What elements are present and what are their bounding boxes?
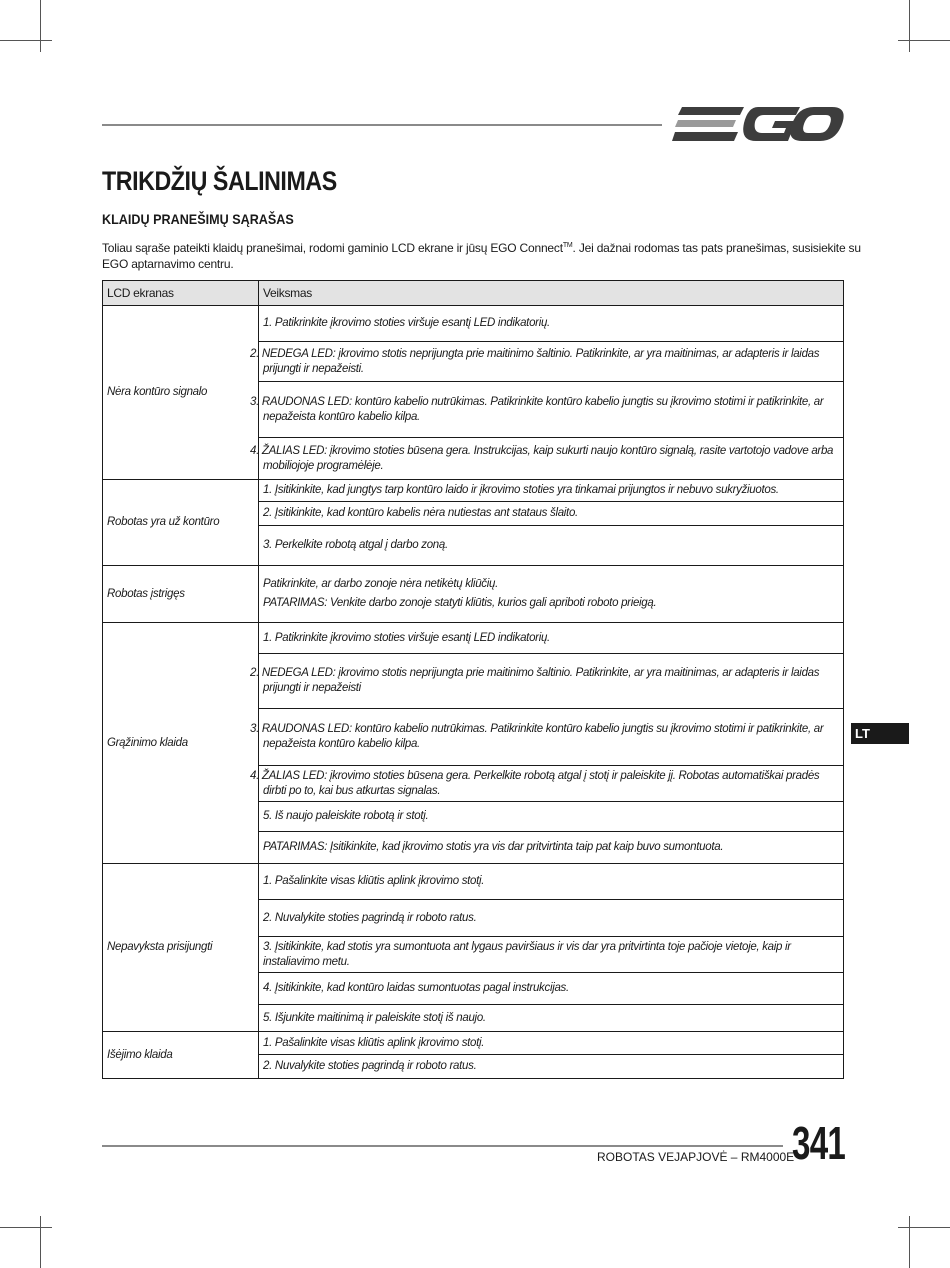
crop-mark [909, 0, 910, 52]
action-cell: 4. ŽALIAS LED: įkrovimo stoties būsena gera. Instrukcijas, kaip sukurti naujo kontūro signalą, rasite vartotojo vadove arba mobiliojoje programėlėje. [259, 438, 844, 480]
crop-mark [898, 1227, 950, 1228]
lcd-message-cell: Robotas įstrigęs [103, 566, 259, 623]
action-line: Patikrinkite, ar darbo zonoje nėra netikėtų kliūčių. [263, 578, 498, 590]
action-line: PATARIMAS: Venkite darbo zonoje statyti kliūtis, kurios gali apriboti roboto prieigą. [263, 597, 657, 609]
action-cell: 1. Pašalinkite visas kliūtis aplink įkrovimo stotį. [259, 1032, 844, 1055]
table-row [103, 566, 844, 623]
error-message-table [102, 280, 844, 1079]
action-cell: 4. Įsitikinkite, kad kontūro laidas sumontuotas pagal instrukcijas. [259, 973, 844, 1005]
crop-mark [40, 1216, 41, 1268]
section-subtitle: KLAIDŲ PRANEŠIMŲ SĄRAŠAS [102, 211, 294, 227]
column-header-lcd: LCD ekranas [103, 281, 259, 306]
action-cell: 3. RAUDONAS LED: kontūro kabelio nutrūkimas. Patikrinkite kontūro kabelio jungtis su įkrovimo stotimi ir patikrinkite, ar nepažeista kontūro kabelio kilpa. [259, 709, 844, 766]
action-cell: 3. Perkelkite robotą atgal į darbo zoną. [259, 526, 844, 566]
action-cell: 5. Išjunkite maitinimą ir paleiskite stotį iš naujo. [259, 1005, 844, 1032]
ego-logo [672, 104, 844, 144]
table-row [103, 864, 844, 900]
intro-text: . Jei dažnai rodomas tas pats pranešimas, susisiekite su EGO aptarnavimo centru. [102, 241, 861, 271]
action-cell: 1. Patikrinkite įkrovimo stoties viršuje esantį LED indikatorių. [259, 623, 844, 654]
action-cell: 5. Iš naujo paleiskite robotą ir stotį. [259, 802, 844, 832]
table-row [103, 623, 844, 654]
lcd-message-cell: Išėjimo klaida [103, 1032, 259, 1079]
crop-mark [909, 1216, 910, 1268]
page-number: 341 [792, 1117, 846, 1169]
action-cell [259, 566, 844, 623]
action-cell: 2. Nuvalykite stoties pagrindą ir roboto ratus. [259, 900, 844, 937]
action-cell: PATARIMAS: Įsitikinkite, kad įkrovimo stotis yra vis dar pritvirtinta taip pat kaip buvo sumontuota. [259, 832, 844, 864]
trademark-sup: TM [562, 242, 573, 249]
action-cell: 3. Įsitikinkite, kad stotis yra sumontuota ant lygaus paviršiaus ir vis dar yra pritvirtinta toje pačioje vietoje, kaip ir instaliavimo metu. [259, 937, 844, 973]
lcd-message-cell: Nėra kontūro signalo [103, 306, 259, 480]
action-cell: 2. NEDEGA LED: įkrovimo stotis neprijungta prie maitinimo šaltinio. Patikrinkite, ar yra maitinimas, ar adapteris ir laidas prijungti ir nepažeisti. [259, 342, 844, 382]
page-title: TRIKDŽIŲ ŠALINIMAS [102, 166, 337, 196]
language-tab: LT [851, 723, 909, 744]
table-row [103, 306, 844, 342]
table-row [103, 480, 844, 502]
column-header-action: Veiksmas [259, 281, 844, 306]
lcd-message-cell: Robotas yra už kontūro [103, 480, 259, 566]
action-cell: 1. Pašalinkite visas kliūtis aplink įkrovimo stotį. [259, 864, 844, 900]
crop-mark [40, 0, 41, 52]
action-cell: 2. NEDEGA LED: įkrovimo stotis neprijungta prie maitinimo šaltinio. Patikrinkite, ar yra maitinimas, ar adapteris ir laidas prijungti ir nepažeisti [259, 654, 844, 709]
intro-text: Toliau sąraše pateikti klaidų pranešimai, rodomi gaminio LCD ekrane ir jūsų EGO Connect [102, 241, 563, 255]
action-cell: 4. ŽALIAS LED: įkrovimo stoties būsena gera. Perkelkite robotą atgal į stotį ir paleiskite jį. Robotas automatiškai pradės dirbti po to, kai bus atkurtas signalas. [259, 766, 844, 802]
action-cell: 3. RAUDONAS LED: kontūro kabelio nutrūkimas. Patikrinkite kontūro kabelio jungtis su įkrovimo stotimi ir patikrinkite, ar nepažeista kontūro kabelio kilpa. [259, 382, 844, 438]
intro-paragraph [102, 238, 862, 272]
action-cell: 2. Nuvalykite stoties pagrindą ir roboto ratus. [259, 1055, 844, 1079]
footer-rule [102, 1145, 783, 1147]
table-header-row [103, 281, 844, 306]
header-rule [102, 124, 662, 126]
action-cell: 2. Įsitikinkite, kad kontūro kabelis nėra nutiestas ant stataus šlaito. [259, 502, 844, 526]
action-cell: 1. Įsitikinkite, kad jungtys tarp kontūro laido ir įkrovimo stoties yra tinkamai prijungtos ir nebuvo sukryžiuotos. [259, 480, 844, 502]
crop-mark [898, 40, 950, 41]
footer-product-name: ROBOTAS VEJAPJOVĖ – RM4000E [597, 1150, 795, 1164]
crop-mark [0, 1227, 52, 1228]
action-cell: 1. Patikrinkite įkrovimo stoties viršuje esantį LED indikatorių. [259, 306, 844, 342]
crop-mark [0, 40, 52, 41]
table-row [103, 1032, 844, 1055]
lcd-message-cell: Grąžinimo klaida [103, 623, 259, 864]
lcd-message-cell: Nepavyksta prisijungti [103, 864, 259, 1032]
